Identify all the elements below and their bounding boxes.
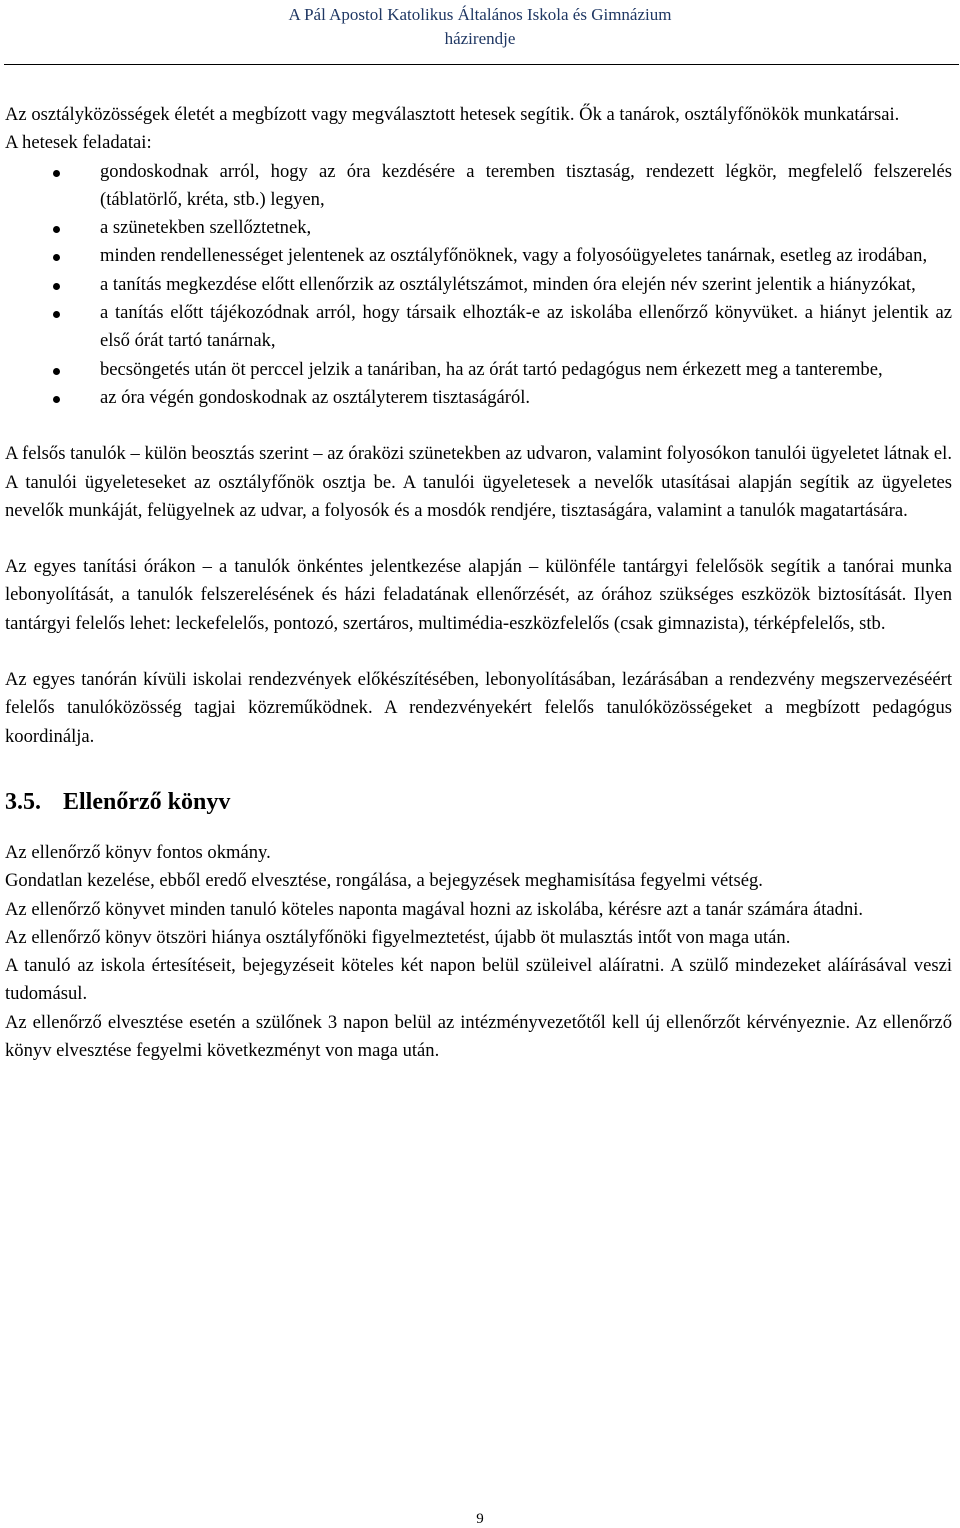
- section-paragraph: Az ellenőrző elvesztése esetén a szülőnek 3 napon belül az intézményvezetőtől kell új ellenőrzőt kérvényeznie. Az ellenőrző könyv elvesztése fegyelmi következményt von maga után.: [5, 1011, 952, 1062]
- intro-paragraph: Az osztályközösségek életét a megbízott vagy megválasztott hetesek segítik. Ők a tanárok, osztályfőnökök munkatársai.: [5, 104, 900, 125]
- bullet-icon: [53, 396, 60, 403]
- header-divider: [4, 64, 959, 65]
- bullet-icon: [53, 368, 60, 375]
- spacer: [5, 525, 952, 553]
- section-number: 3.5.: [5, 788, 41, 815]
- spacer: [5, 638, 952, 666]
- page-number: 9: [476, 1511, 484, 1527]
- duties-lead-in: A hetesek feladatai:: [5, 132, 152, 154]
- section-title: Ellenőrző könyv: [63, 788, 231, 815]
- spacer: [5, 819, 952, 839]
- events-paragraph: Az egyes tanórán kívüli iskolai rendezvények előkészítésében, lebonyolításában, lezárásában a rendezvény megszervezéséért felelős tanulóközösség tagjai közreműködnek. A rendezvényekért felelős tanulóközösségeket a megbízott pedagógus koordinálja.: [5, 669, 952, 747]
- document-body: [5, 101, 952, 1065]
- header-document-title: házirendje: [444, 29, 516, 48]
- section-paragraph: Az ellenőrző könyv ötszöri hiánya osztályfőnöki figyelmeztetést, újabb öt mulasztás intőt von maga után.: [5, 926, 791, 948]
- list-item: a szünetekben szellőztetnek,: [5, 214, 952, 242]
- section-paragraph: Az ellenőrző könyv fontos okmány.: [5, 841, 271, 863]
- section-heading: [5, 785, 952, 819]
- bullet-icon: [53, 226, 60, 233]
- student-duty-paragraph: A felsős tanulók – külön beosztás szerint – az óraközi szünetekben az udvaron, valamint folyosókon tanulói ügyeletet látnak el. A tanulói ügyeleteseket az osztályfőnök osztja be. A tanulói ügyeletesek a nevelők utasításai alapján segítik az ügyeletes nevelők munkáját, felügyelnek az udvar, a folyosók és a mosdók rendjére, tisztaságára, valamint a tanulók magatartására.: [5, 443, 952, 521]
- bullet-icon: [53, 254, 60, 261]
- bullet-icon: [53, 170, 60, 177]
- page-header: [0, 3, 960, 51]
- list-item: becsöngetés után öt perccel jelzik a tanáriban, ha az órát tartó pedagógus nem érkezett meg a tanterembe,: [5, 356, 952, 384]
- section-paragraph: A tanuló az iskola értesítéseit, bejegyzéseit köteles két napon belül szüleivel aláíratni. A szülő mindezeket aláírásával veszi tudomásul.: [5, 955, 952, 1005]
- list-item: a tanítás megkezdése előtt ellenőrzik az osztálylétszámot, minden óra elején név szerint jelentik a hiányzókat,: [5, 271, 952, 299]
- spacer: [5, 751, 952, 785]
- header-school-name: A Pál Apostol Katolikus Általános Iskola és Gimnázium: [288, 5, 672, 24]
- bullet-icon: [53, 283, 60, 290]
- subject-responsibles-paragraph: Az egyes tanítási órákon – a tanulók önkéntes jelentkezése alapján – különféle tantárgyi felelősök segítik a tanórai munka lebonyolítását, a tanulók felszerelésének és házi feladatának ellenőrzését, az órához szükséges eszközök biztosítását. Ilyen tantárgyi felelős lehet: leckefelelős, pontozó, szertáros, multimédia-eszközfelelős (csak gimnazista), térképfelelős, stb.: [5, 556, 952, 634]
- section-paragraph: Gondatlan kezelése, ebből eredő elvesztése, rongálása, a bejegyzések meghamisítása fegyelmi vétség.: [5, 870, 763, 892]
- bullet-icon: [53, 311, 60, 318]
- list-item: minden rendellenességet jelentenek az osztályfőnöknek, vagy a folyosóügyeletes tanárnak, esetleg az irodában,: [5, 242, 952, 270]
- section-paragraph: Az ellenőrző könyvet minden tanuló köteles naponta magával hozni az iskolába, kérésre azt a tanár számára átadni.: [5, 898, 864, 920]
- list-item: a tanítás előtt tájékozódnak arról, hogy társaik elhozták-e az iskolába ellenőrző könyvüket. a hiányt jelentik az első órát tartó tanárnak,: [5, 299, 952, 356]
- list-item: az óra végén gondoskodnak az osztályterem tisztaságáról.: [5, 384, 952, 412]
- spacer: [5, 412, 952, 440]
- list-item: gondoskodnak arról, hogy az óra kezdésére a teremben tisztaság, rendezett légkör, megfelelő felszerelés (táblatörlő, kréta, stb.) legyen,: [5, 158, 952, 215]
- duties-list: [5, 158, 952, 413]
